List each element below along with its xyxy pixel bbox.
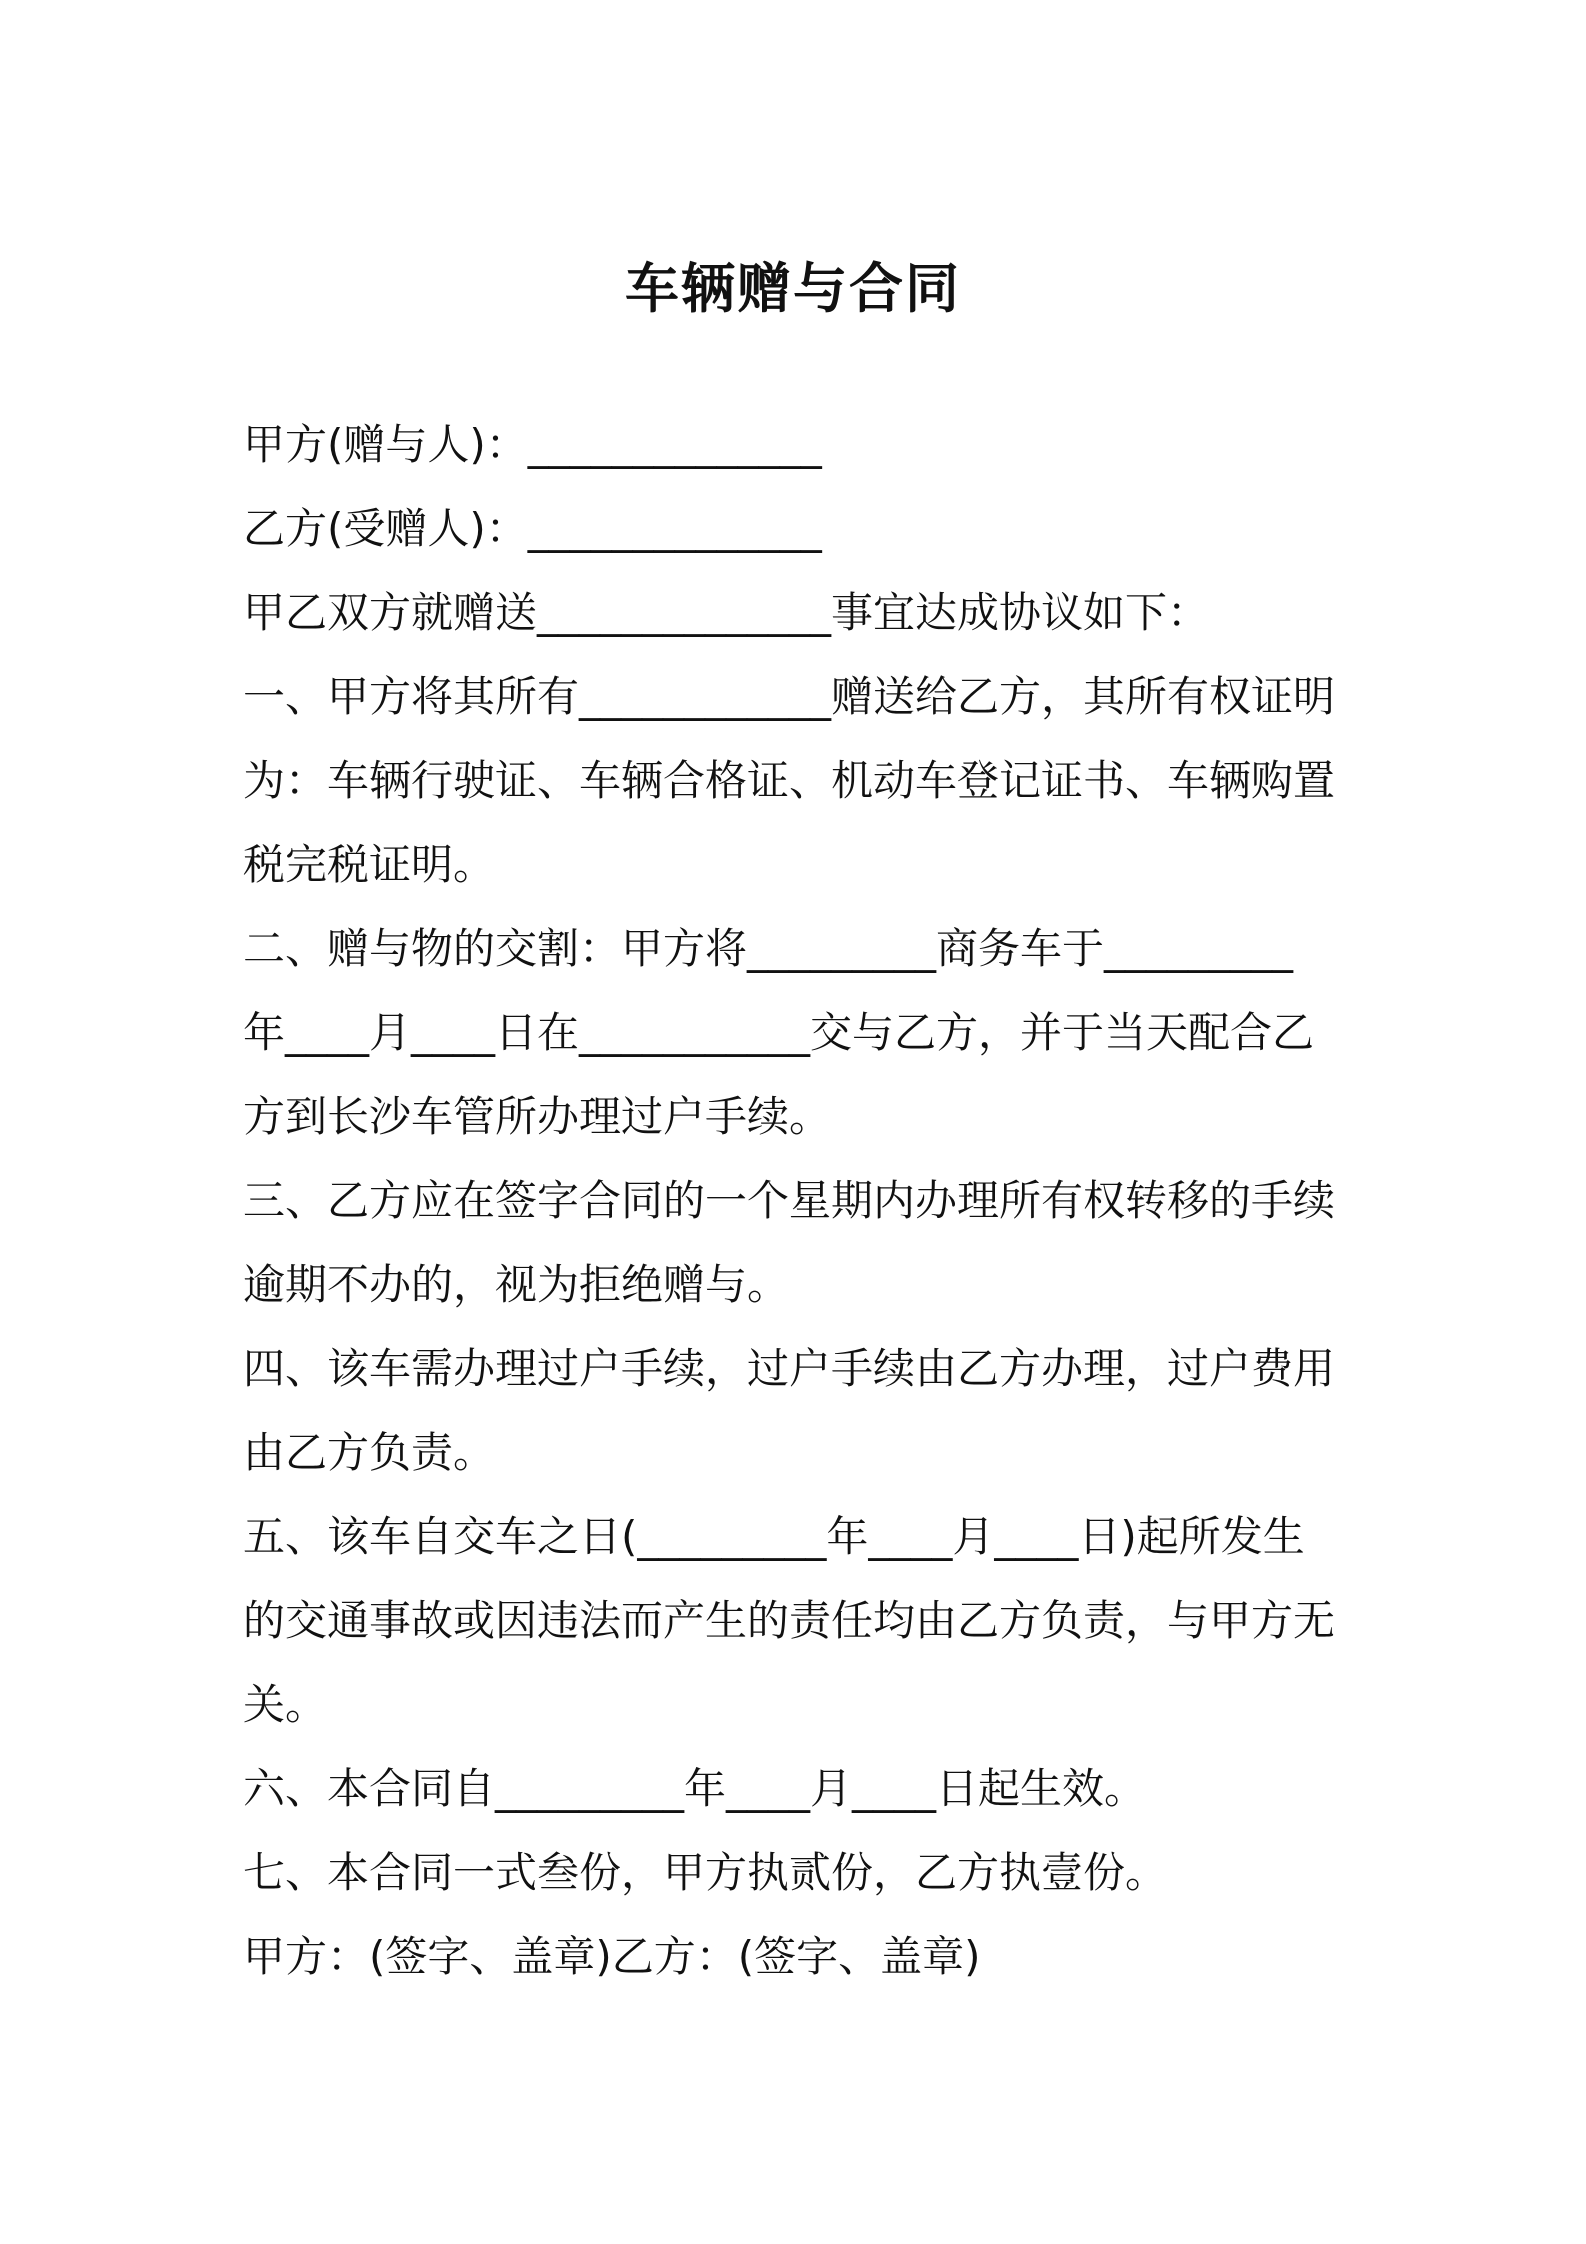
clause-2-line-2: 年____月____日在___________交与乙方，并于当天配合乙: [243, 1008, 1315, 1057]
party-a-line: 甲方(赠与人)：______________: [243, 420, 822, 469]
clause-5-line-1: 五、该车自交车之日(_________年____月____日)起所发生: [243, 1512, 1305, 1561]
clause-1-line-2: 为：车辆行驶证、车辆合格证、机动车登记证书、车辆购置: [243, 756, 1336, 805]
clause-1-line-1: 一、甲方将其所有____________赠送给乙方，其所有权证明: [243, 672, 1336, 721]
clause-5-line-3: 关。: [243, 1680, 328, 1729]
clause-5-line-2: 的交通事故或因违法而产生的责任均由乙方负责，与甲方无: [243, 1596, 1336, 1645]
signature-line: 甲方：(签字、盖章)乙方：(签字、盖章): [243, 1932, 981, 1981]
document-title: 车辆赠与合同: [625, 257, 961, 320]
clause-3-line-1: 三、乙方应在签字合同的一个星期内办理所有权转移的手续: [243, 1176, 1336, 1225]
clause-2-line-3: 方到长沙车管所办理过户手续。: [243, 1092, 832, 1141]
clause-7-line: 七、本合同一式叁份，甲方执贰份，乙方执壹份。: [243, 1848, 1168, 1897]
clause-2-line-1: 二、赠与物的交割：甲方将_________商务车于_________: [243, 924, 1294, 973]
clause-4-line-2: 由乙方负责。: [243, 1428, 496, 1477]
party-b-line: 乙方(受赠人)：______________: [243, 504, 822, 553]
clause-4-line-1: 四、该车需办理过户手续，过户手续由乙方办理，过户费用: [243, 1344, 1336, 1393]
agreement-intro-line: 甲乙双方就赠送______________事宜达成协议如下：: [243, 588, 1210, 637]
clause-6-line: 六、本合同自_________年____月____日起生效。: [243, 1764, 1147, 1813]
clause-1-line-3: 税完税证明。: [243, 840, 496, 889]
clause-3-line-2: 逾期不办的，视为拒绝赠与。: [243, 1260, 790, 1309]
document-body: [243, 403, 1353, 1999]
